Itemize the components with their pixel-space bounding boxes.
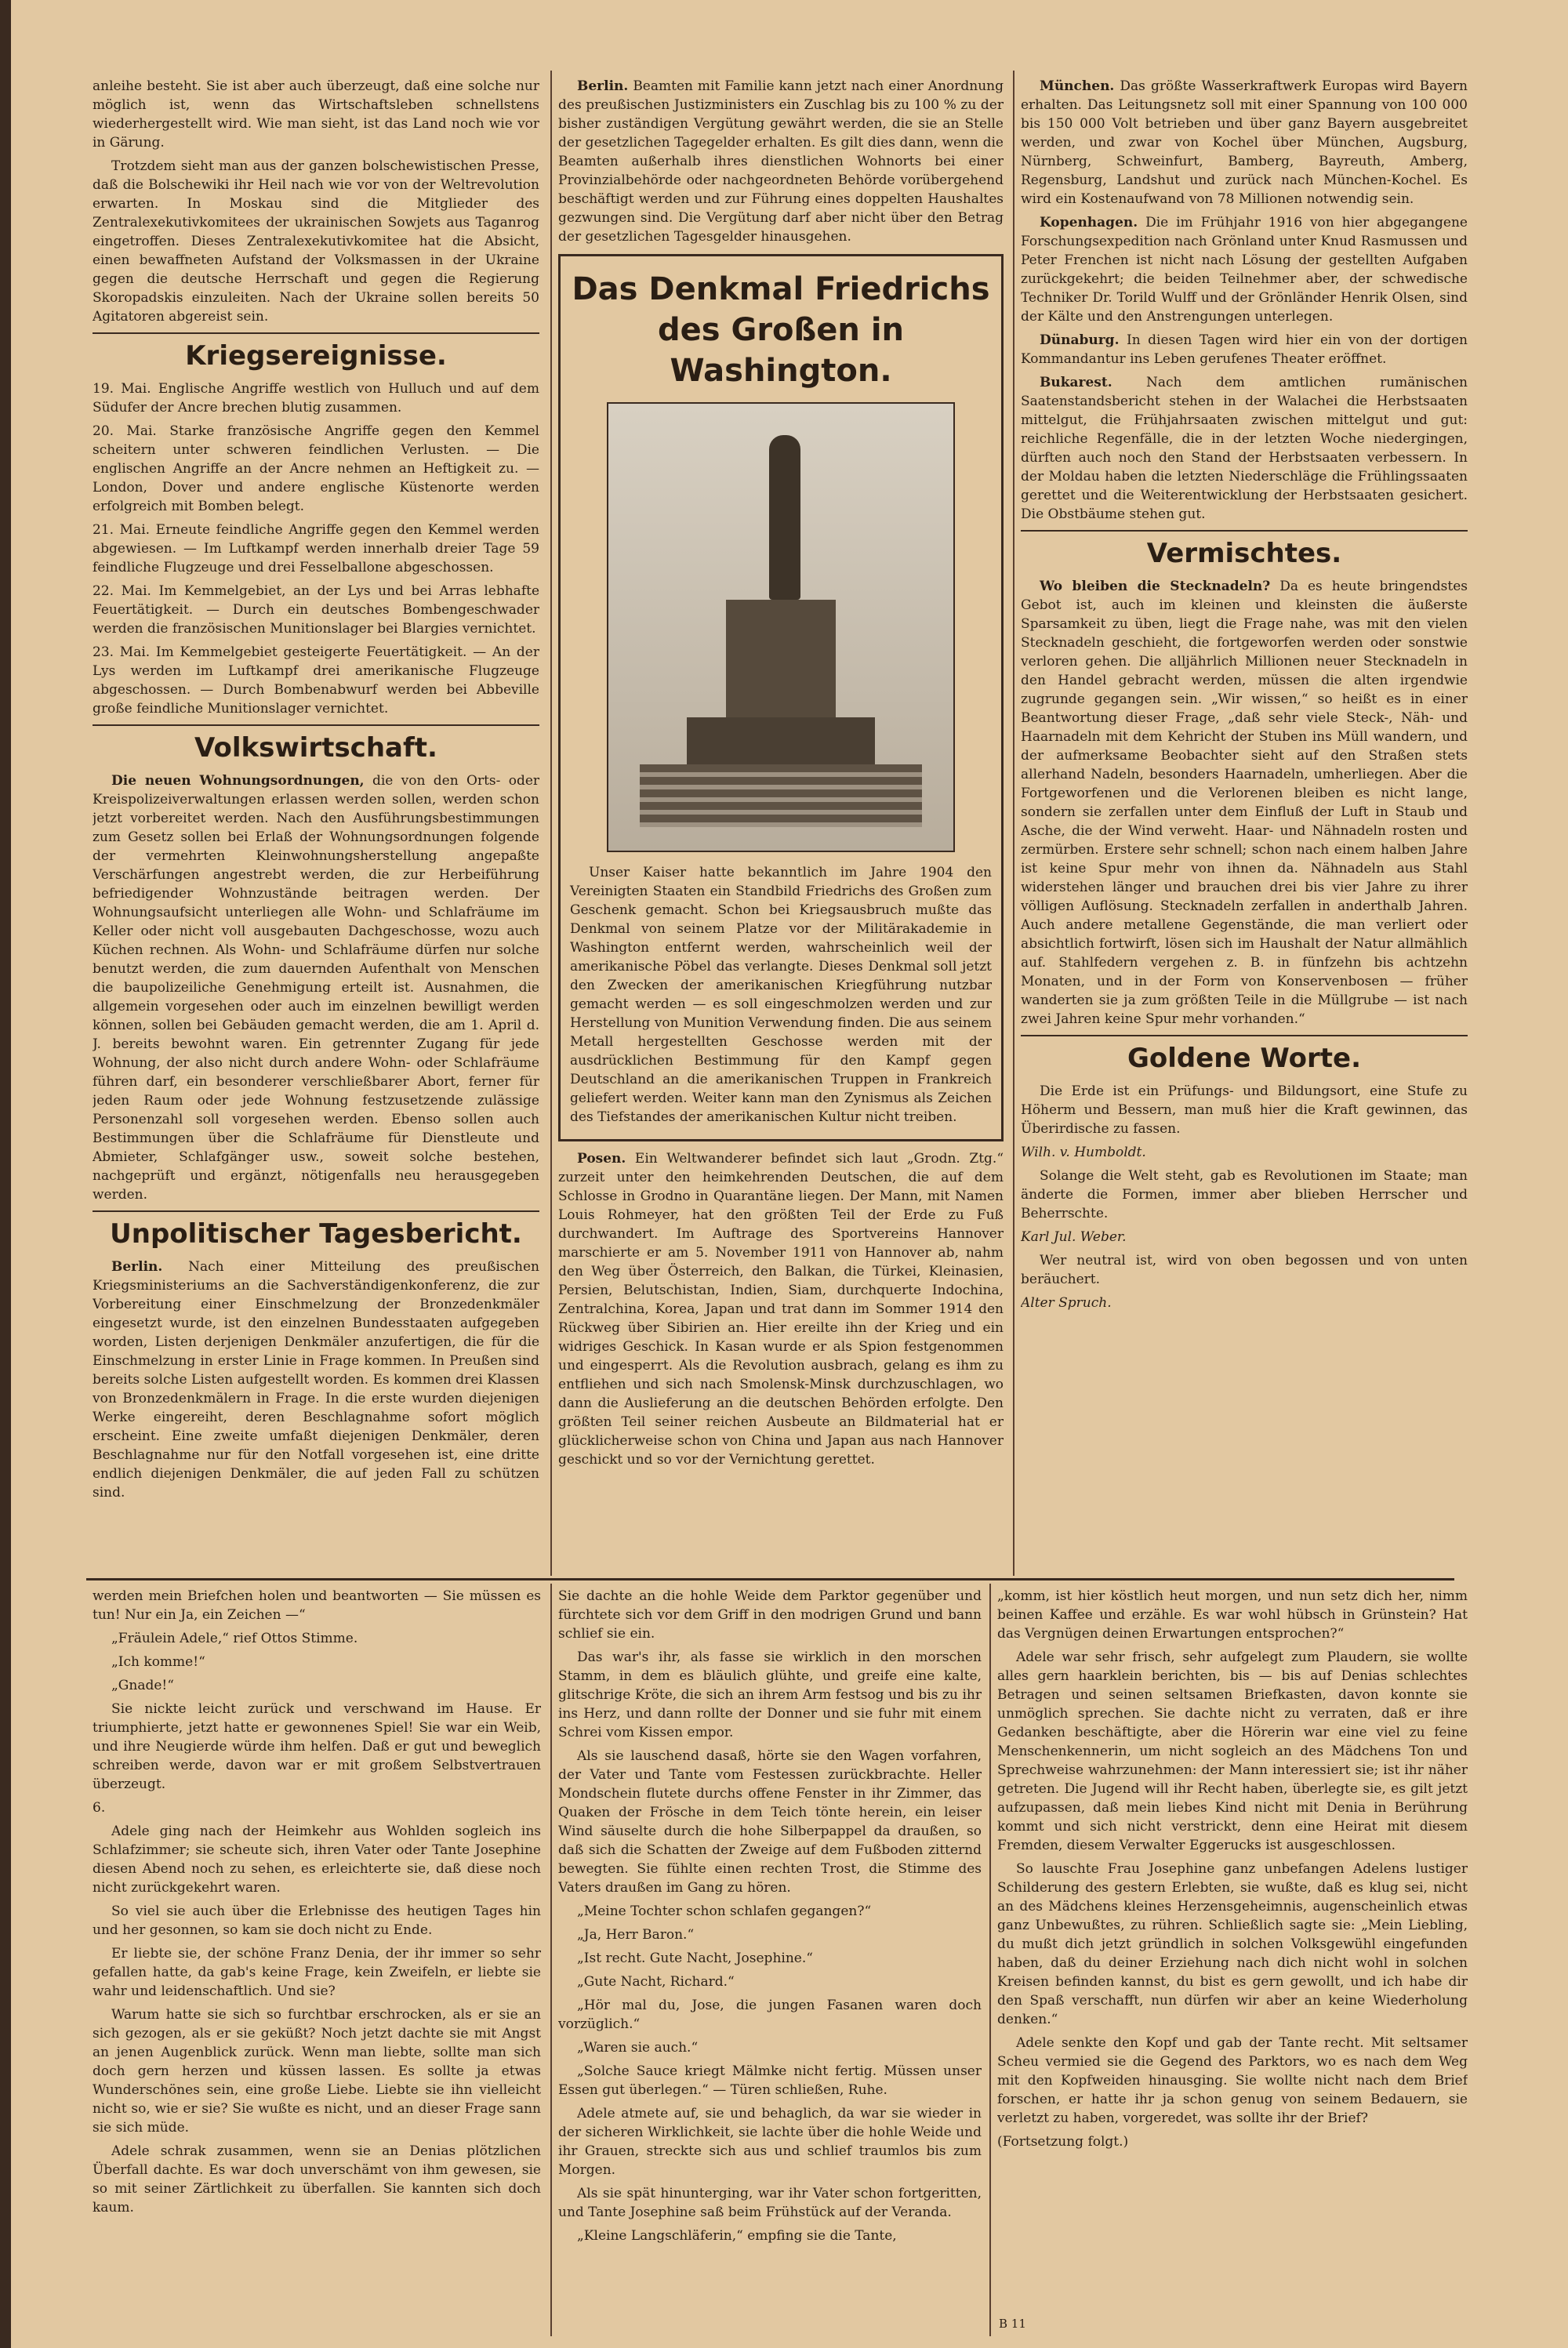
vermischtes-article <box>1021 577 1468 1029</box>
feuilleton-paragraph: „Meine Tochter schon schlafen gegangen?“ <box>577 1903 872 1919</box>
section-rule <box>93 332 539 334</box>
unpolitischer-text: Nach einer Mitteilung des preußischen Kriegsministeriums an die Sachverständigenkonferenz, die zur Vorbereitung einer Einschmelzung der Bronzedenkmäler eingesetzt wurde, ist den einzelnen Bundesstaaten aufgegeben worden, Listen derjenigen Denkmäler anzufertigen, die für die Einschmelzung in erster Linie in Frage kommen. In Preußen sind bereits solche Listen aufgestellt worden. Es kommen drei Klassen von Bronzedenkmälern in Frage. In die erste wurden diejenigen Werke eingereiht, deren Beschlagnahme sofort möglich erscheint. Eine zweite umfaßt diejenigen Denkmäler, deren Beschlagnahme nur für den Notfall vorgesehen ist, eine dritte endlich diejenigen Denkmäler, die auf jeden Fall zu schützen sind. <box>93 1259 539 1501</box>
vermischtes-subhead: Wo bleiben die Stecknadeln? <box>1040 579 1271 594</box>
denkmal-text: Unser Kaiser hatte bekanntlich im Jahre 1904 den Vereinigten Staaten ein Standbild Friedrichs des Großen zum Geschenk gemacht. Schon bei Kriegsausbruch mußte das Denkmal von seinem Platze vor der Militärakademie in Washington entfernt werden, wahrscheinlich weil der amerikanische Pöbel das verlangte. Dieses Denkmal soll jetzt den Zwecken der amerikanischen Kriegführung nutzbar gemacht werden — es soll eingeschmolzen werden und zur Herstellung von Munition Verwendung finden. Die aus seinem Metall hergestellten Geschosse werden mit der ausdrücklichen Bestimmung für den Kampf gegen Deutschland an die amerikanischen Truppen in Frankreich geliefert werden. Weiter kann man den Zynismus als Zeichen des Tiefstandes der amerikanischen Kultur nicht treiben. <box>570 865 992 1125</box>
kriegsereignisse-heading: Kriegsereignisse. <box>185 340 447 372</box>
section-rule <box>1021 530 1468 532</box>
feuilleton-divider <box>86 1578 1454 1580</box>
feuilleton-paragraph: Adele schrak zusammen, wenn sie an Denias plötzlichen Überfall dachte. Es war doch unverschämt von ihm gewesen, sie so mit seiner Zärtlichkeit zu überfallen. Sie kannten sich doch kaum. <box>93 2143 541 2216</box>
feuilleton-paragraph: Sie nickte leicht zurück und verschwand im Hause. Er triumphierte, jetzt hatte er gewonnenes Spiel! Sie war ein Weib, und ihre Neugierde würde ihm helfen. Daß er gut und beweglich schreiben werde, davon war er mit großem Selbstvertrauen überzeugt. <box>93 1701 541 1792</box>
feuilleton-paragraph: Er liebte sie, der schöne Franz Denia, der ihr immer so sehr gefallen hatte, da gab's keine Frage, kein Zweifeln, er liebte sie wahr und leidenschaftlich. Und sie? <box>93 1946 541 1999</box>
feuilleton-paragraph: „Gnade!“ <box>111 1678 174 1693</box>
statue-base <box>687 717 875 764</box>
chapter-number: 6. <box>93 1800 106 1816</box>
feuilleton-paragraph: Sie dachte an die hohle Weide dem Parktor gegenüber und fürchtete sich vor dem Griff in den modrigen Grund und bann schlief sie ein. <box>558 1588 982 1642</box>
muenchen-article <box>1021 77 1468 209</box>
berlin-label: Berlin. <box>577 78 629 94</box>
quote: Wer neutral ist, wird von oben begossen und von unten beräuchert. <box>1021 1253 1468 1287</box>
statue-photo <box>607 402 955 852</box>
volkswirtschaft-article <box>93 771 539 1204</box>
column-2 <box>558 77 1004 1574</box>
berlin-text: Beamten mit Familie kann jetzt nach einer Anordnung des preußischen Justizministers ein Zuschlag bis zu 100 % zu der bisher zuständigen Vergütung gewährt werden, die sie an Stelle der gesetzlichen Tagegelder erhalten. Es gilt dies dann, wenn die Beamten außerhalb ihres dienstlichen Wohnorts bei einer Provinzialbehörde oder nachgeordneten Behörde vorübergehend beschäftigt werden und zur Führung eines doppelten Haushaltes gezwungen sind. Die Vergütung darf aber nicht über den Betrag der gesetzlichen Tagesgelder hinausgehen. <box>558 78 1004 245</box>
posen-label: Posen. <box>577 1151 626 1167</box>
section-rule <box>93 1210 539 1212</box>
berlin-article <box>558 77 1004 246</box>
feuilleton-rule-2 <box>989 1584 991 2336</box>
statue-figure <box>769 435 800 600</box>
feuilleton-paragraph: Als sie spät hinunterging, war ihr Vater schon fortgeritten, und Tante Josephine saß beim Frühstück auf der Veranda. <box>558 2186 982 2220</box>
feuilleton-paragraph: „Ja, Herr Baron.“ <box>577 1927 695 1943</box>
muenchen-text: Das größte Wasserkraftwerk Europas wird Bayern erhalten. Das Leitungsnetz soll mit einer Spannung von 100 000 bis 150 000 Volt betrieben und über ganz Bayern ausgebreitet werden, und zwar von Kochel über München, Augsburg, Nürnberg, Schweinfurt, Bamberg, Bayreuth, Amberg, Regensburg, Landshut und zurück nach München-Kochel. Es wird ein Kostenaufwand von 78 Millionen notwendig sein. <box>1021 78 1468 207</box>
posen-text: Ein Weltwanderer befindet sich laut „Grodn. Ztg.“ zurzeit unter den heimkehrenden Deutschen, die auf dem Schlosse in Grodno in Quarantäne liegen. Der Mann, mit Namen Louis Rohmeyer, hat den größten Teil der Erde zu Fuß durchwandert. Im Auftrage des Sportvereins Hannover marschierte er am 5. November 1911 von Hannover ab, nahm den Weg über Österreich, den Balkan, die Türkei, Kleinasien, Persien, Belutschistan, Indien, Siam, durchquerte Indochina, Zentralchina, Korea, Japan und trat dann im Sommer 1914 den Rückweg über Sibirien an. Hier ereilte ihn der Krieg und ein widriges Geschick. In Kasan wurde er als Spion festgenommen und eingesperrt. Als die Revolution ausbrach, gelang es ihm zu entfliehen und sich nach Smolensk-Minsk durchzuschlagen, wo dann die Auslieferung an die deutschen Behörden erfolgte. Den größten Teil seiner reichen Ausbeute an Bildmaterial hat er glücklicherweise schon von China und Japan aus nach Hannover geschickt und so vor der Vernichtung gerettet. <box>558 1151 1004 1468</box>
column-1 <box>93 77 539 1574</box>
denkmal-box <box>558 254 1004 1141</box>
duenaburg-text: In diesen Tagen wird hier ein von der dortigen Kommandantur ins Leben gerufenes Theater eröffnet. <box>1021 332 1468 367</box>
feuilleton-paragraph: Adele war sehr frisch, sehr aufgelegt zum Plaudern, sie wollte alles gern haarklein berichten, bis — bis auf Denias schlechtes Betragen und seinen seltsamen Briefkasten, davon konnte sie unmöglich sprechen. Sie dachte nicht zu verraten, daß er ihre Gedanken beschäftigte, aber die Hörerin war eine viel zu feine Menschenkennerin, um nicht sogleich an des Mädchens Ton und Sprechweise wahrzunehmen: der Mann interessiert sie; ist ihr näher getreten. Die Jugend will ihr Recht haben, überlegte sie, es gilt jetzt aufzupassen, daß mein liebes Kind nicht mit Denia in Berührung kommt und sich nicht verstrickt, denn eine Heirat mit diesem Fremden, diesem Verwalter Eggerucks ist ausgeschlossen. <box>997 1649 1468 1853</box>
feuilleton-paragraph: Adele atmete auf, sie und behaglich, da war sie wieder in der sicheren Wirklichkeit, sie lachte über die hohle Weide und ihr Grauen, streckte sich aus und schlief traumlos bis zum Morgen. <box>558 2106 982 2178</box>
bukarest-label: Bukarest. <box>1040 375 1112 390</box>
posen-article <box>558 1149 1004 1469</box>
quote-author: Karl Jul. Weber. <box>1021 1229 1127 1245</box>
bukarest-article <box>1021 373 1468 524</box>
intro-paragraph: anleihe besteht. Sie ist aber auch überzeugt, daß eine solche nur möglich ist, wenn das Wirtschaftsleben schnellstens wiederhergestellt wird. Wie man sieht, ist das Land noch wie vor in Gärung. <box>93 78 539 151</box>
goldene-worte-heading: Goldene Worte. <box>1127 1043 1362 1074</box>
kopenhagen-text: Die im Frühjahr 1916 von hier abgegangene Forschungsexpedition nach Grönland unter Knud Rasmussen und Peter Frenchen ist nicht nach Lösung der gestellten Aufgaben zurückgekehrt; die beiden Teilnehmer aber, der schwedische Techniker Dr. Torild Wulff und der Grönländer Henrik Olsen, sind der Kälte und den Anstrengungen unterlegen. <box>1021 215 1468 325</box>
continuation-note: (Fortsetzung folgt.) <box>997 2134 1129 2150</box>
feuilleton-paragraph: „Ist recht. Gute Nacht, Josephine.“ <box>577 1951 813 1966</box>
feuilleton-paragraph: „komm, ist hier köstlich heut morgen, und nun setz dich her, nimm beinen Kaffee und erzähle. Es war wohl hübsch in Grünstein? Hat das Vergnügen deinen Erwartungen entsprochen?“ <box>997 1588 1468 1642</box>
volkswirtschaft-text: die von den Orts- oder Kreispolizeiverwaltungen erlassen werden sollen, werden schon jetzt vorbereitet werden. Nach den Ausführungsbestimmungen zum Gesetz sollen bei Erlaß der Wohnungsordnungen folgende der vermehrten Kleinwohnungsherstellung angepaßte Verschärfungen angestrebt werden, die zur Herbeiführung befriedigender Wohnzustände beitragen werden. Der Wohnungsaufsicht unterliegen alle Wohn- und Schlafräume im Keller oder nicht voll ausgebauten Dachgeschosse, wozu auch Küchen rechnen. Als Wohn- und Schlafräume dürfen nur solche benutzt werden, die zum dauernden Aufenthalt von Menschen die baupolizeiliche Genehmigung erteilt ist. Ausnahmen, die allgemein vorgesehen oder auch im einzelnen bewilligt werden können, sollen bei Gebäuden gemacht werden, die am 1. April d. J. bereits bewohnt waren. Ein getrennter Zugang für jede Wohnung, der also nicht durch andere Wohn- oder Schlafräume führen darf, ein besonderer verschließbarer Abort, ferner für jeden Raum oder jede Wohnung festzusetzende zulässige Personenzahl soll vorgesehen werden. Ebenso sollen auch Bestimmungen über die Schlafräume für Dienstleute und Abmieter, Schlafgänger usw., soweit solche bestehen, nachgeprüft und ergänzt, nötigenfalls neu herausgegeben werden. <box>93 773 539 1203</box>
volkswirtschaft-heading: Volkswirtschaft. <box>194 732 437 764</box>
column-3 <box>1021 77 1468 1574</box>
kriegs-entry: 21. Mai. Erneute feindliche Angriffe gegen den Kemmel werden abgewiesen. — Im Luftkampf werden innerhalb dreier Tage 59 feindliche Flugzeuge und drei Fesselballone abgeschossen. <box>93 522 539 575</box>
quote: Solange die Welt steht, gab es Revolutionen im Staate; man änderte die Formen, immer aber blieben Herrscher und Beherrschte. <box>1021 1168 1468 1221</box>
feuilleton-paragraph: Adele ging nach der Heimkehr aus Wohlden sogleich ins Schlafzimmer; sie scheute sich, ihren Vater oder Tante Josephine diesen Abend noch zu sehen, es erleichterte sie, daß diese noch nicht zurückgekehrt waren. <box>93 1824 541 1896</box>
feuilleton-paragraph: „Ich komme!“ <box>111 1654 205 1670</box>
section-rule <box>93 724 539 726</box>
feuilleton-paragraph: „Fräulein Adele,“ rief Ottos Stimme. <box>111 1631 358 1646</box>
duenaburg-article <box>1021 331 1468 368</box>
unpolitischer-article <box>93 1257 539 1502</box>
kriegs-entry: 23. Mai. Im Kemmelgebiet gesteigerte Feuertätigkeit. — An der Lys werden im Luftkampf drei amerikanische Flugzeuge abgeschossen. — Durch Bombenabwurf werden bei Abbeville große feindliche Munitionslager vernichtet. <box>93 644 539 717</box>
statue-pedestal <box>726 600 836 725</box>
kriegs-entry: 22. Mai. Im Kemmelgebiet, an der Lys und bei Arras lebhafte Feuertätigkeit. — Durch ein deutsches Bombengeschwader werden die französischen Munitionslager bei Blargies vernichtet. <box>93 583 539 637</box>
unpolitischer-heading: Unpolitischer Tagesbericht. <box>110 1218 522 1250</box>
feuilleton-column-3 <box>997 1587 1468 2339</box>
feuilleton-paragraph: „Waren sie auch.“ <box>577 2040 699 2056</box>
feuilleton-paragraph: Warum hatte sie sich so furchtbar erschrocken, als er sie an sich gezogen, als er sie geküßt? Noch jetzt dachte sie mit Angst an jenen Augenblick zurück. Wenn man liebte, sollte man sich doch gern herzen und küssen lassen. Es sollte ja etwas Wunderschönes sein, eine große Liebe. Liebte sie ihn vielleicht nicht so, wie er sie? Sie wußte es nicht, und an dieser Frage sann sie sich müde. <box>93 2007 541 2136</box>
feuilleton-paragraph: So viel sie auch über die Erlebnisse des heutigen Tages hin und her gesonnen, so kam sie doch nicht zu Ende. <box>93 1903 541 1938</box>
quote: Die Erde ist ein Prüfungs- und Bildungsort, eine Stufe zu Höherm und Bessern, man muß hier die Kraft gewinnen, das Überirdische zu fassen. <box>1021 1083 1468 1137</box>
vermischtes-heading: Vermischtes. <box>1146 538 1342 569</box>
kopenhagen-label: Kopenhagen. <box>1040 215 1138 230</box>
denkmal-title: Das Denkmal Friedrichs des Großen in Washington. <box>572 271 990 389</box>
feuilleton-paragraph: „Gute Nacht, Richard.“ <box>577 1974 735 1990</box>
feuilleton-rule-1 <box>550 1584 552 2336</box>
feuilleton-column-2 <box>558 1587 982 2339</box>
feuilleton-paragraph: „Solche Sauce kriegt Mälmke nicht fertig. Müssen unser Essen gut überlegen.“ — Türen schließen, Ruhe. <box>558 2063 982 2098</box>
kopenhagen-article <box>1021 213 1468 326</box>
page-signature: B 11 <box>999 2317 1026 2331</box>
statue-steps <box>640 764 922 827</box>
vermischtes-text: Da es heute bringendstes Gebot ist, auch im kleinen und kleinsten die äußerste Sparsamkeit zu üben, liegt die Frage nahe, was mit den vielen Stecknadeln geschieht, die fortgeworfen werden oder sonstwie verloren gehen. Die alljährlich Millionen neuer Stecknadeln in den Handel gebracht werden, müssen die alten irgendwie zugrunde gegangen sein. „Wir wissen,“ so heißt es in einer Beantwortung dieser Frage, „daß sehr viele Steck-, Näh- und Haarnadeln mit dem Kehricht der Stuben ins Müll wandern, und der aufmerksame Beobachter sieht auf den Straßen stets allerhand Nadeln, besonders Haarnadeln, umherliegen. Aber die Fortgeworfenen und die Verlorenen bleiben es nicht lange, sondern sie zerfallen unter dem Einfluß der Luft in Staub und Asche, die der Wind verweht. Haar- und Nähnadeln rosten und zermürben. Erstere sehr schnell; schon nach einem halben Jahre ist keine Spur mehr von ihnen da. Nähnadeln aus Stahl widerstehen länger und brauchen drei bis vier Jahre zu ihrer völligen Auflösung. Stecknadeln zerfallen in anderthalb Jahren. Auch andere metallene Gegenstände, die man verliert oder absichtlich fortwirft, lösen sich im Haushalt der Natur allmählich auf. Stahlfedern vergehen z. B. in fünfzehn bis achtzehn Monaten, und in der Form von Konservenbosen — früher wanderten sie ja zum größten Teile in die Müllgrube — ist nach zwei Jahren keine Spur mehr vorhanden.“ <box>1021 579 1468 1027</box>
column-rule-1 <box>550 71 552 1576</box>
volkswirtschaft-subhead: Die neuen Wohnungsordnungen, <box>111 773 365 789</box>
muenchen-label: München. <box>1040 78 1115 94</box>
feuilleton-column-1 <box>93 1587 541 2339</box>
intro-paragraph: Trotzdem sieht man aus der ganzen bolschewistischen Presse, daß die Bolschewiki ihr Heil nach wie vor von der Weltrevolution erwarten. In Moskau sind die Mitglieder des Zentralexekutivkomitees der ukrainischen Sowjets aus Taganrog eingetroffen. Dieses Zentralexekutivkomitee hat die Absicht, einen bewaffneten Aufstand der Volksmassen in der Ukraine gegen die deutsche Herrschaft und gegen die Regierung Skoropadskis einzuleiten. Nach der Ukraine sollen bereits 50 Agitatoren abgereist sein. <box>93 158 539 325</box>
feuilleton-paragraph: werden mein Briefchen holen und beantworten — Sie müssen es tun! Nur ein Ja, ein Zeichen —“ <box>93 1588 541 1623</box>
duenaburg-label: Dünaburg. <box>1040 332 1120 348</box>
unpolitischer-label: Berlin. <box>111 1259 163 1275</box>
quote-author: Alter Spruch. <box>1021 1295 1112 1311</box>
bukarest-text: Nach dem amtlichen rumänischen Saatenstandsbericht stehen in der Walachei die Herbstsaaten mittelgut, die Frühjahrsaaten zwischen mittelgut und gut: reichliche Regenfälle, die in der letzten Woche niedergingen, dürften auch noch den Stand der Herbstsaaten verbessern. In der Moldau haben die letzten Niederschläge die Frühlingssaaten gerettet und die Weiterentwicklung der Herbstsaaten gesichert. Die Obstbäume stehen gut. <box>1021 375 1468 522</box>
column-rule-2 <box>1013 71 1014 1576</box>
kriegs-entry: 19. Mai. Englische Angriffe westlich von Hulluch und auf dem Südufer der Ancre brechen blutig zusammen. <box>93 381 539 416</box>
feuilleton-paragraph: Adele senkte den Kopf und gab der Tante recht. Mit seltsamer Scheu vermied sie die Gegend des Parktors, wo es nach dem Weg mit den Kopfweiden hinausging. Sie wollte nicht nach dem Brief forschen, er hatte ihr ja schon genug von seinem Bedauern, sie verletzt zu haben, vorgeredet, was sollte ihr der Brief? <box>997 2035 1468 2126</box>
kriegs-entry: 20. Mai. Starke französische Angriffe gegen den Kemmel scheitern unter schweren feindlichen Verlusten. — Die englischen Angriffe an der Ancre nehmen an Heftigkeit zu. — London, Dover und andere englische Küstenorte werden erfolgreich mit Bomben belegt. <box>93 423 539 514</box>
quote-author: Wilh. v. Humboldt. <box>1021 1145 1146 1160</box>
feuilleton-paragraph: „Kleine Langschläferin,“ empfing sie die Tante, <box>577 2228 897 2244</box>
feuilleton-paragraph: Das war's ihr, als fasse sie wirklich in den morschen Stamm, in dem es bläulich glühte, und greife eine kalte, glitschrige Kröte, die sich an ihrem Arm festsog und bis zu ihr ins Herz, und dann rollte der Donner und sie fuhr mit einem Schrei vom Kissen empor. <box>558 1649 982 1740</box>
binding-edge <box>0 0 11 2348</box>
section-rule <box>1021 1035 1468 1036</box>
feuilleton-paragraph: Als sie lauschend dasaß, hörte sie den Wagen vorfahren, der Vater und Tante vom Festessen zurückbrachte. Heller Mondschein flutete durchs offene Fenster in ihr Zimmer, das Quaken der Frösche in dem Teich tönte herein, ein leiser Wind säuselte durch die hohe Silberpappel da draußen, so daß sich die Schatten der Zweige auf dem Fußboden zitternd bewegten. Sie fühlte einen rechten Trost, die Stimme des Vaters draußen im Gang zu hören. <box>558 1748 982 1896</box>
feuilleton-paragraph: So lauschte Frau Josephine ganz unbefangen Adelens lustiger Schilderung des gestern Erlebten, sie wußte, daß es klug sei, nicht an des Mädchens kleines Herzensgeheimnis, augenscheinlich etwas ganz Unbewußtes, zu rühren. Schließlich sagte sie: „Mein Liebling, du mußt dich jetzt gründlich in solchen Volksgewühl eingefunden haben, daß du deiner Erziehung nach dich nicht wohl in solchen Kreisen befinden kannst, du bist es gern gewollt, und ich habe dir den Spaß verschafft, nun dürfen wir aber an keine Wiederholung denken.“ <box>997 1861 1468 2027</box>
feuilleton-paragraph: „Hör mal du, Jose, die jungen Fasanen waren doch vorzüglich.“ <box>558 1998 982 2032</box>
